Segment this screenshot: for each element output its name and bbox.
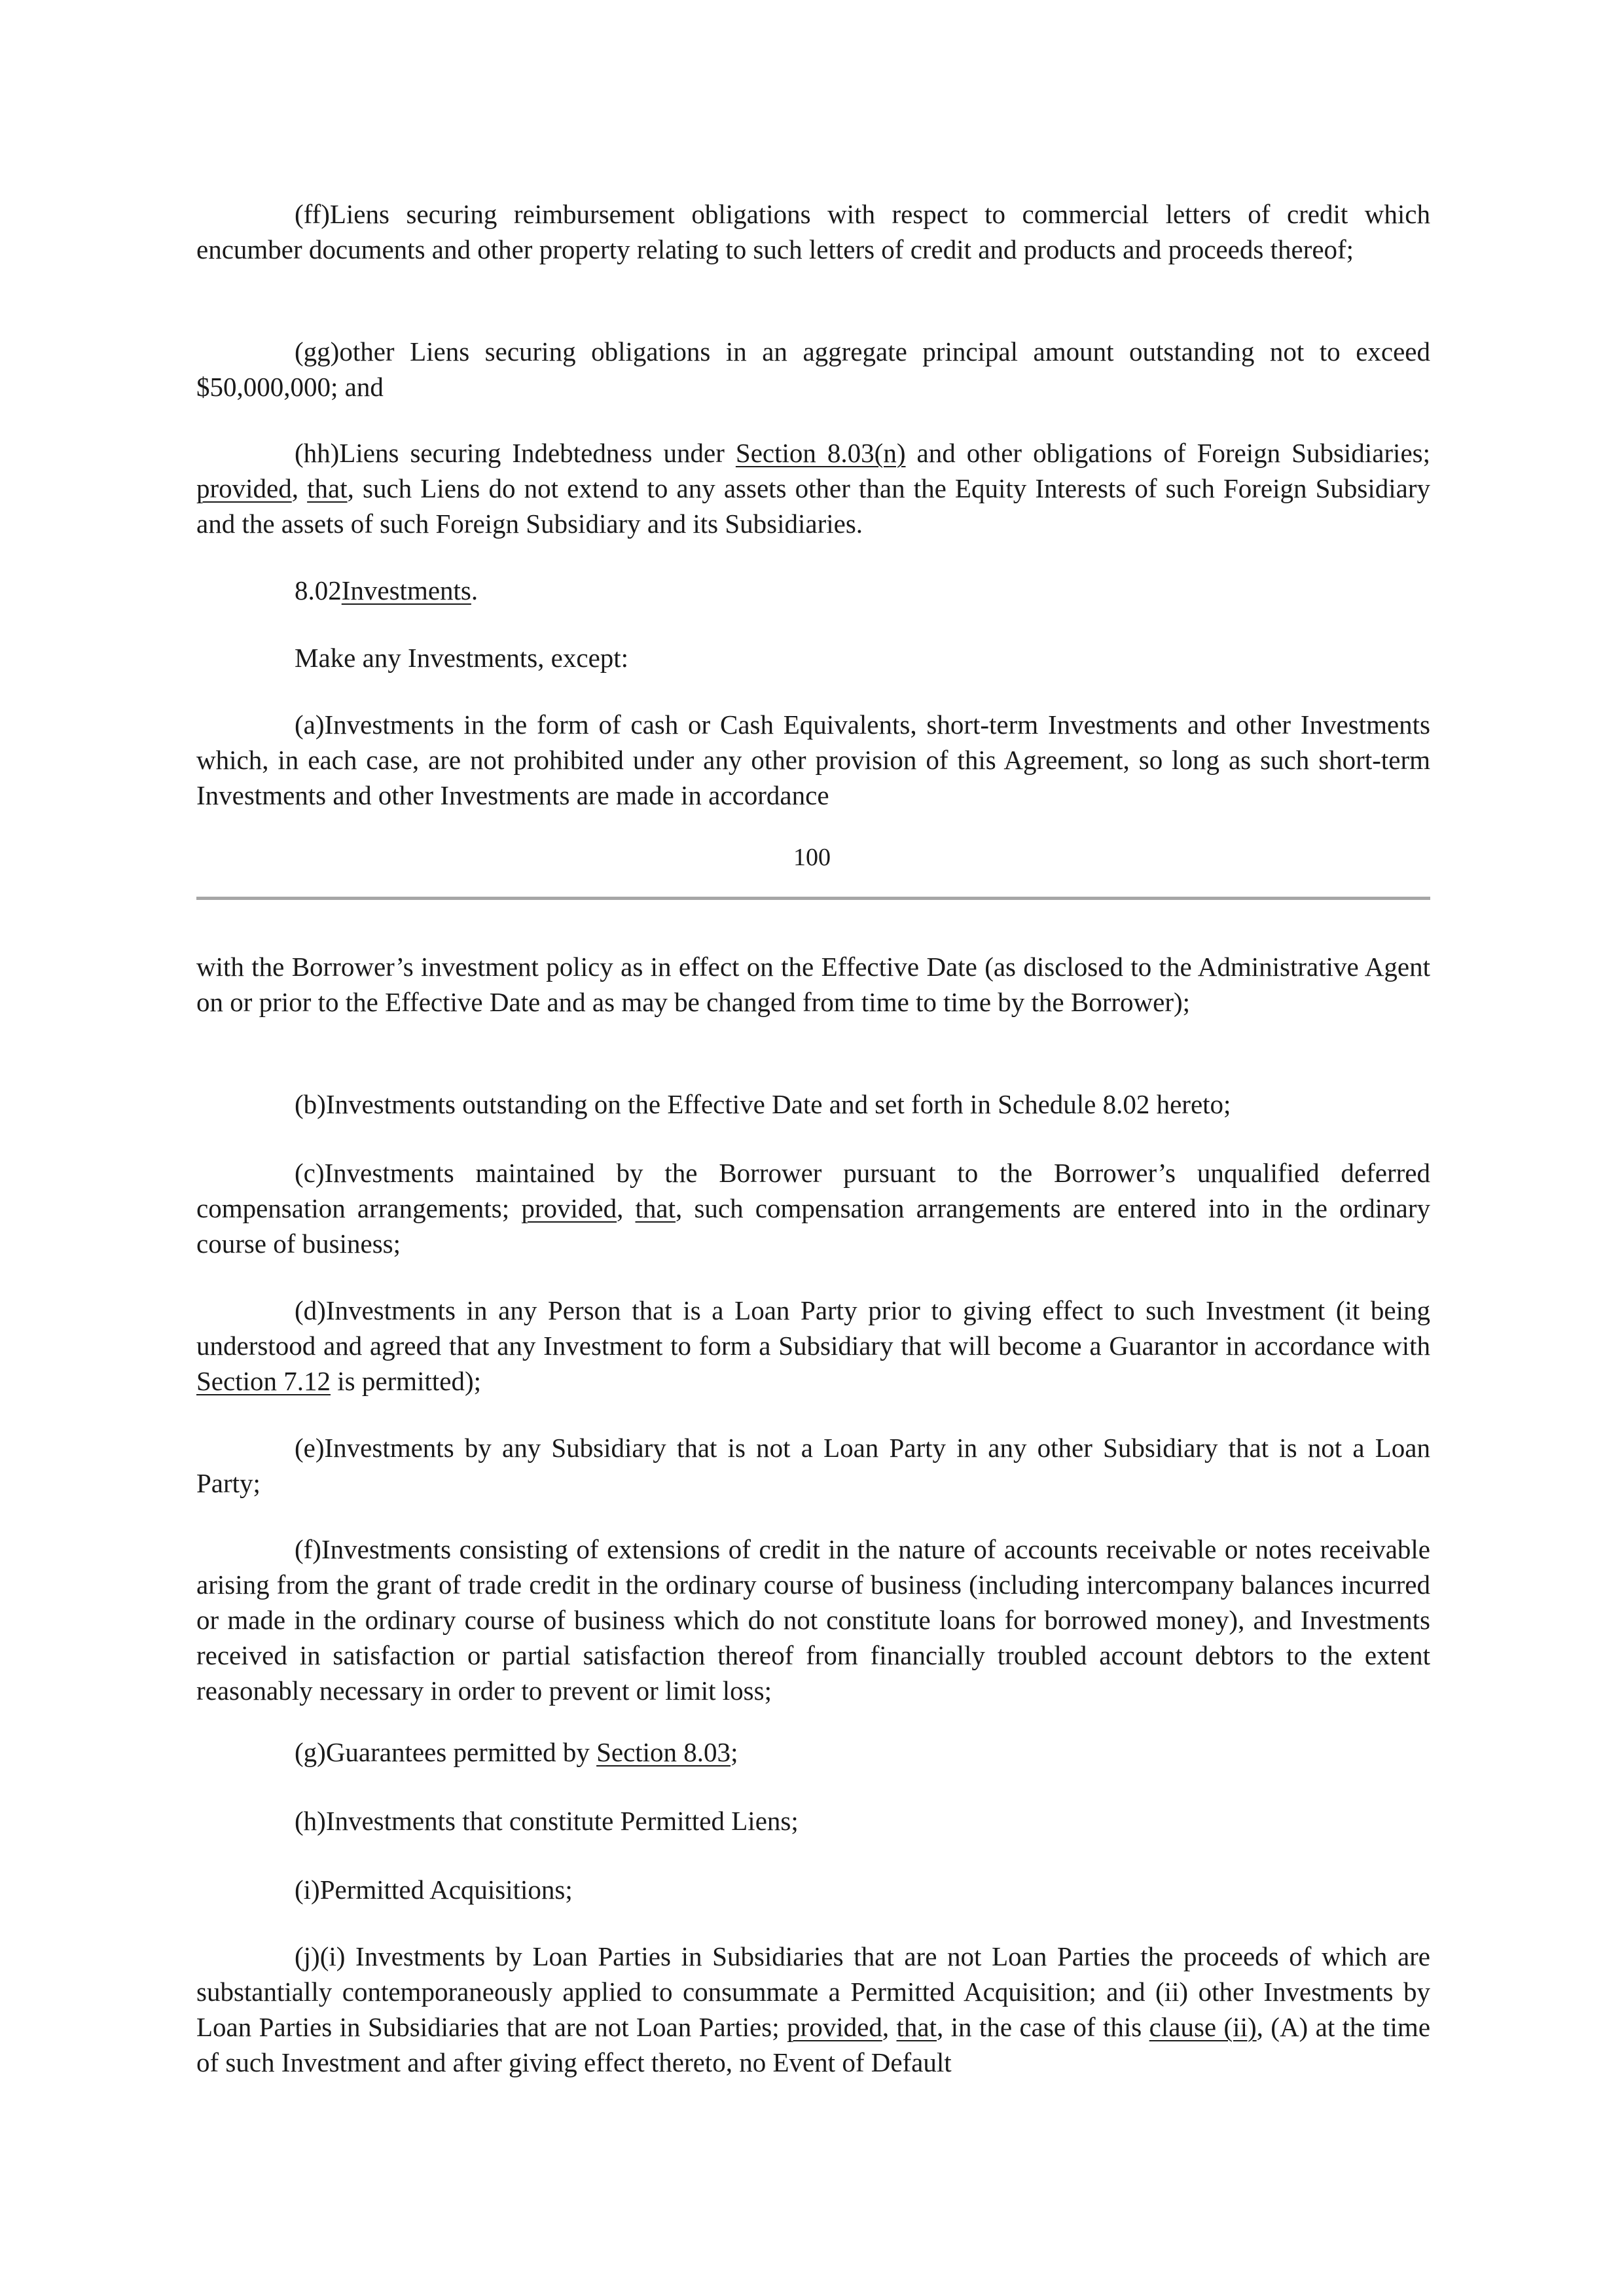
clause-text: Investments outstanding on the Effective Date and set forth in Schedule 8.02 hereto;	[325, 1089, 1231, 1119]
clause-f	[196, 1532, 1430, 1708]
clause-hh: (hh)Liens securing Indebtedness under Section 8.03(n) and other obligations of Foreign Subsidiaries; provided, that, such Liens do not extend to any assets other than the Equity Interests of such Foreign Subsidiary and the assets of such Foreign Subsidiary and its Subsidiaries.	[196, 438, 1431, 539]
clause-label: (d)	[295, 1295, 326, 1325]
clause-gg	[196, 334, 1430, 404]
section-reference-link[interactable]: Section 8.03	[596, 1737, 731, 1767]
provided-term: provided	[787, 2012, 882, 2042]
that-term: that	[307, 473, 348, 503]
clause-e	[196, 1430, 1430, 1501]
clause-j: (j)(i) Investments by Loan Parties in Subsidiaries that are not Loan Parties the proceeds of which are substantially contemporaneously applied to consummate a Permitted Acquisition; and (ii) other Investments by Loan Parties in Subsidiaries that are not Loan Parties; provided, that, in the case of this clause (ii), (A) at the time of such Investment and after giving effect thereto, no Event of Default	[196, 1941, 1431, 2077]
section-number: 8.02	[295, 575, 342, 605]
page-divider	[196, 897, 1430, 900]
clause-b	[196, 1086, 1430, 1122]
clause-ff	[196, 196, 1430, 267]
clause-text: Investments consisting of extensions of credit in the nature of accounts receivable or notes receivable arising from the grant of trade credit in the ordinary course of business (including intercompany balances incurred or made in the ordinary course of business which do not constitute loans for borrowed money), and Investments received in satisfaction or partial satisfaction thereof from financially troubled account debtors to the extent reasonably necessary in order to prevent or limit loss;	[196, 1534, 1430, 1706]
clause-label: (a)	[295, 709, 325, 740]
clause-a-continuation: with the Borrower’s investment policy as in effect on the Effective Date (as disclosed to the Administrative Agent on or prior to the Effective Date and as may be changed from time to time by the Borrower);	[196, 952, 1430, 1017]
clause-label: (hh)	[295, 438, 340, 468]
clause-label: (i)	[295, 1874, 320, 1905]
section-intro: Make any Investments, except:	[295, 643, 629, 673]
clause-label: (h)	[295, 1806, 326, 1836]
clause-text: Investments by any Subsidiary that is not a Loan Party in any other Subsidiary that is not a Loan Party;	[196, 1433, 1430, 1498]
clause-a	[196, 707, 1430, 813]
clause-text: other Liens securing obligations in an aggregate principal amount outstanding not to exceed $50,000,000; and	[196, 336, 1430, 402]
clause-label: (g)	[295, 1737, 326, 1767]
clause-c: (c)Investments maintained by the Borrower pursuant to the Borrower’s unqualified deferred compensation arrangements; provided, that, such compensation arrangements are entered into in the ordinary course of business;	[196, 1158, 1430, 1259]
clause-g: (g)Guarantees permitted by Section 8.03;	[295, 1737, 738, 1767]
clause-text: Investments that constitute Permitted Liens;	[325, 1806, 799, 1836]
section-reference-link[interactable]: Section 7.12	[196, 1366, 331, 1396]
page-number: 100	[793, 844, 831, 871]
clause-i	[196, 1872, 1430, 1907]
that-term: that	[635, 1193, 676, 1223]
section-heading-8-02: 8.02Investments.	[295, 575, 478, 605]
clause-text: Investments in the form of cash or Cash Equivalents, short-term Investments and other Investments which, in each case, are not prohibited under any other provision of this Agreement, so long as such short-term Investments and other Investments are made in accordance	[196, 709, 1430, 810]
clause-label: (j)	[295, 1941, 320, 1971]
clause-reference-link[interactable]: clause (ii)	[1149, 2012, 1257, 2042]
clause-label: (c)	[295, 1158, 325, 1188]
provided-term: provided	[196, 473, 292, 503]
that-term: that	[896, 2012, 937, 2042]
clause-label: (b)	[295, 1089, 326, 1119]
clause-label: (ff)	[295, 199, 330, 229]
clause-label: (gg)	[295, 336, 340, 367]
clause-text: Permitted Acquisitions;	[319, 1874, 573, 1905]
provided-term: provided	[521, 1193, 617, 1223]
clause-label: (f)	[295, 1534, 321, 1564]
section-title: Investments	[341, 575, 471, 605]
clause-label: (e)	[295, 1433, 325, 1463]
clause-d: (d)Investments in any Person that is a Loan Party prior to giving effect to such Investment (it being understood and agreed that any Investment to form a Subsidiary that will become a Guarantor in accordance with Section 7.12 is permitted);	[196, 1295, 1430, 1396]
clause-text: Liens securing reimbursement obligations with respect to commercial letters of credit which encumber documents and other property relating to such letters of credit and products and proceeds thereof;	[196, 199, 1430, 264]
clause-h	[196, 1803, 1430, 1839]
section-reference-link[interactable]: Section 8.03(n)	[735, 438, 906, 468]
